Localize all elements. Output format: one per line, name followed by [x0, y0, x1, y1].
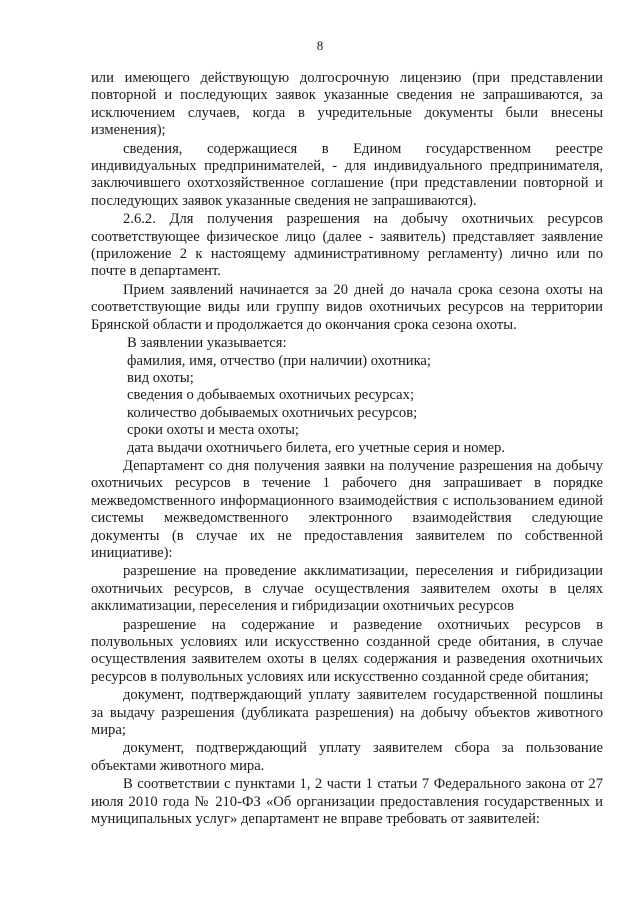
list-item: дата выдачи охотничьего билета, его учетные серия и номер.	[127, 439, 505, 456]
page-number: 8	[316, 38, 324, 53]
paragraph-license-info: или имеющего действующую долгосрочную лицензию (при представлении повторной и последующих заявок указанные сведения не запрашиваются, за исключением случаев, когда в учредительные документы были внесены изменения);	[91, 70, 603, 139]
paragraph-2-6-2: 2.6.2. Для получения разрешения на добычу охотничьих ресурсов соответствующее физическое лицо (далее - заявитель) представляет заявление (приложение 2 к настоящему административному регламенту) лично или по почте в департамент.	[91, 211, 603, 280]
paragraph-federal-law: В соответствии с пунктами 1, 2 части 1 статьи 7 Федерального закона от 27 июля 2010 года № 210-ФЗ «Об организации предоставления государственных и муниципальных услуг» департамент не вправе требовать от заявителей:	[91, 776, 603, 828]
list-item: сроки охоты и места охоты;	[127, 422, 299, 439]
list-item: количество добываемых охотничьих ресурсов;	[127, 404, 418, 421]
list-item: вид охоты;	[127, 369, 194, 386]
paragraph-egrip-info: сведения, содержащиеся в Едином государственном реестре индивидуальных предпринимателей, - для индивидуального предпринимателя, заключившего охотхозяйственное соглашение (при представлении повторной и последующих заявок указанные сведения не запрашиваются).	[91, 140, 603, 209]
paragraph-state-duty: документ, подтверждающий уплату заявителем государственной пошлины за выдачу разрешения (дубликата разрешения) на добычу объектов животного мира;	[91, 687, 603, 739]
list-intro: В заявлении указывается:	[127, 335, 287, 352]
paragraph-interagency-request: Департамент со дня получения заявки на получение разрешения на добычу охотничьих ресурсов в течение 1 рабочего дня запрашивает в порядке межведомственного информационного взаимодействия с использованием единой системы межведомственного электронного взаимодействия следующие документы (в случае их не предоставления заявителем по собственной инициативе):	[91, 457, 603, 561]
list-item: фамилия, имя, отчество (при наличии) охотника;	[127, 352, 431, 369]
document-body	[91, 70, 603, 828]
paragraph-application-period: Прием заявлений начинается за 20 дней до начала срока сезона охоты на соответствующие виды или группу видов охотничьих ресурсов на территории Брянской области и продолжается до окончания срока сезона охоты.	[91, 281, 603, 333]
paragraph-acclimatization-permit: разрешение на проведение акклиматизации, переселения и гибридизации охотничьих ресурсов, в случае осуществления заявителем охоты в целях акклиматизации, переселения и гибридизации охотничьих ресурсов	[91, 563, 603, 615]
list-item: сведения о добываемых охотничьих ресурсах;	[127, 387, 415, 404]
paragraph-breeding-permit: разрешение на содержание и разведение охотничьих ресурсов в полувольных условиях или искусственно созданной среде обитания, в случае осуществления заявителем охоты в целях содержания и разведения охотничьих ресурсов в полувольных условиях или искусственно созданной среде обитания;	[91, 616, 603, 685]
paragraph-fee-payment: документ, подтверждающий уплату заявителем сбора за пользование объектами животного мира.	[91, 740, 603, 774]
